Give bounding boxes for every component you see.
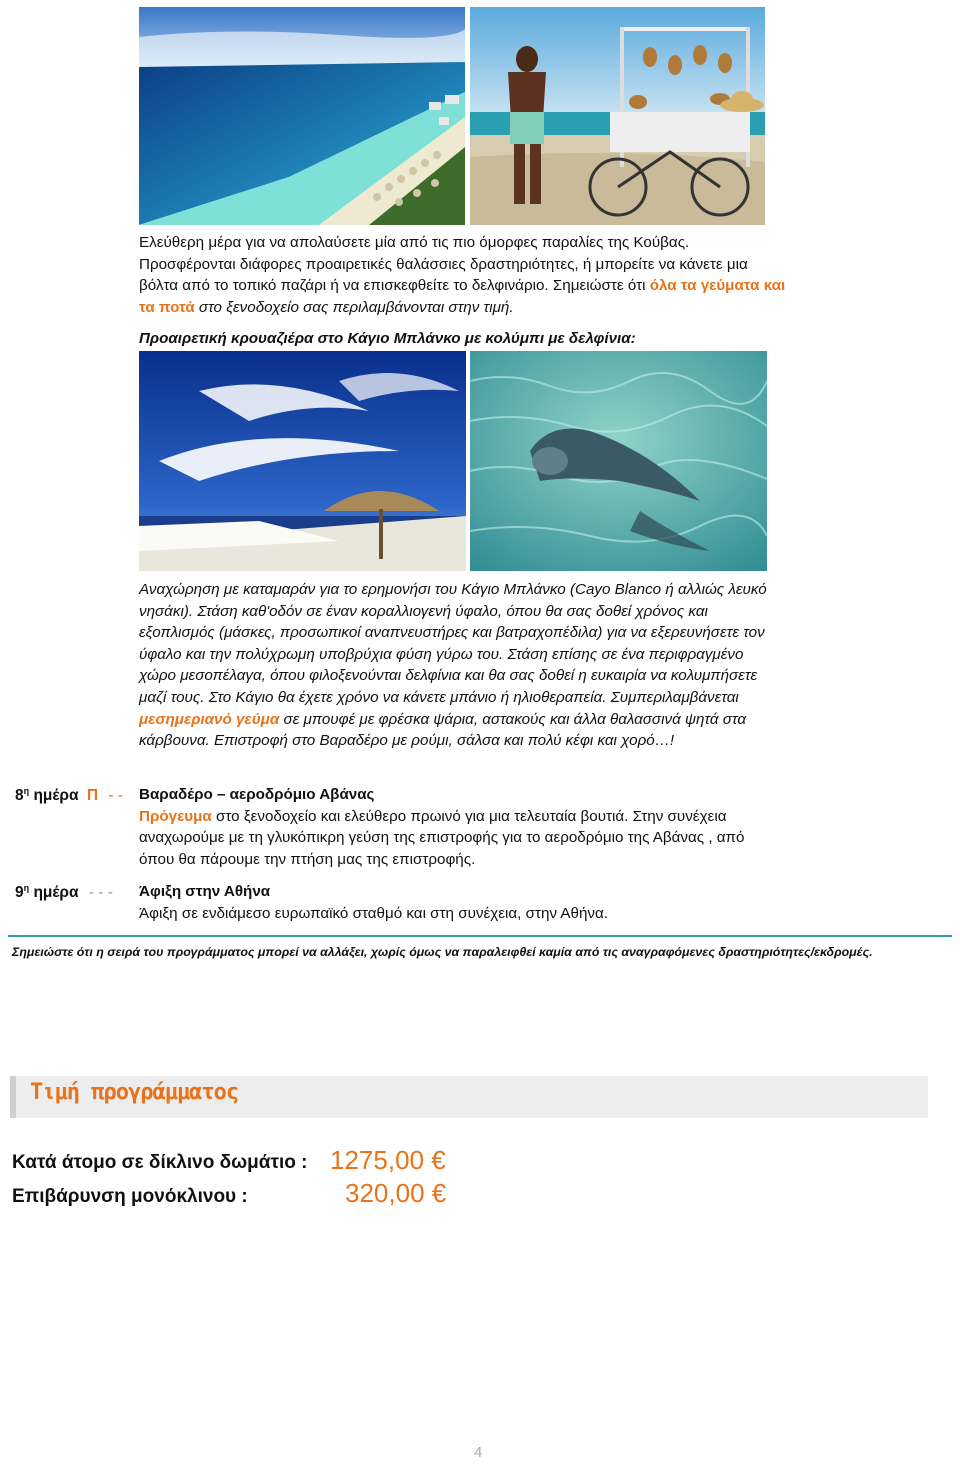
day-8-title: Βαραδέρο – αεροδρόμιο Αβάνας — [139, 786, 375, 803]
cruise-departure: Αναχώρηση με καταμαράν για το ερημονήσι του Κάγιο Μπλάνκο (Cayo Blanco ή αλλιώς λευκό νησάκι). — [139, 581, 767, 620]
day-9-label — [15, 883, 113, 902]
day-9-text: Άφιξη σε ενδιάμεσο ευρωπαϊκό σταθμό και στη συνέχεια, στην Αθήνα. — [139, 904, 608, 922]
day-9-content — [139, 881, 779, 924]
cruise-heading: Προαιρετική κρουαζιέρα στο Κάγιο Μπλάνκο με κολύμπι με δελφίνια: — [139, 330, 636, 347]
lunch-highlight: μεσημεριανό γεύμα — [139, 710, 280, 728]
day-8-ordinal: η — [23, 786, 30, 796]
cruise-description — [139, 579, 779, 752]
intro-line-1: Ελεύθερη μέρα για να απολαύσετε μία από τις πιο όμορφες παραλίες της Κούβας. — [139, 234, 690, 251]
dolphin-photo — [470, 351, 767, 571]
meals-note-suffix: στο ξενοδοχείο σας περιλαμβάνονται στην τιμή. — [198, 298, 514, 316]
cruise-dolphin-stop: Στάση επίσης σε ένα περιφραγμένο χώρο μεσοπέλαγα, όπου φιλοξενούνται δελφίνια και θα σας δοθεί η ευκαιρία να κολυμπήσετε μαζί τους. — [139, 645, 758, 706]
day-8-meal-code: Π — [86, 787, 99, 805]
intro-line-2: Προσφέρονται διάφορες προαιρετικές θαλάσσιες δραστηριότητες, ή μπορείτε να κάνετε μια — [139, 255, 748, 273]
program-change-disclaimer: Σημειώστε ότι η σειρά του προγράμματος μπορεί να αλλάξει, χωρίς όμως να παραλειφθεί καμία από τις αναγραφόμενες δραστηριότητες/εκδρομές. — [12, 945, 873, 959]
day-9-dashes: - - - — [88, 884, 113, 902]
day-9-ordinal: η — [23, 883, 30, 893]
cruise-reef-stop: Στάση καθ'οδόν σε έναν κοραλλιογενή ύφαλο, όπου θα σας δοθεί χρόνος και εξοπλισμός (μάσκες, προσωπικοί αναπνευστήρες και βατραχοπέδιλα) για να εξερευνήσετε τον ύφαλο και την πολύχρωμη υποβρύχια φύση γύρω του. — [139, 602, 765, 663]
day-8-dashes: - - — [108, 787, 123, 805]
beach-vendor-photo — [470, 7, 765, 225]
lunch-prefix: Συμπεριλαμβάνεται — [610, 688, 739, 706]
day-8-text: στο ξενοδοχείο και ελεύθερο πρωινό για μια τελευταία βουτιά. Στην συνέχεια αναχωρούμε με τη γλυκόπικρη γεύση της επιστροφής για το αεροδρόμιο της Αβάνας , από όπου θα πάρουμε την πτήση μας της επιστροφής. — [139, 807, 745, 868]
double-room-label: Κατά άτομο σε δίκλινο δωμάτιο : — [12, 1152, 308, 1173]
price-banner-title: Τιμή προγράμματος — [30, 1080, 239, 1105]
day-8-content — [139, 784, 779, 870]
meals-note-prefix: Σημειώστε ότι — [552, 277, 646, 295]
day-8-label — [15, 786, 123, 805]
day-8-breakfast: Πρόγευμα — [139, 807, 212, 825]
page-number: 4 — [474, 1444, 483, 1461]
day-9-word: ημέρα — [33, 884, 79, 902]
price-banner — [10, 1076, 928, 1118]
day-9-title: Άφιξη στην Αθήνα — [139, 883, 271, 900]
section-divider — [8, 935, 952, 937]
day-8-word: ημέρα — [33, 787, 79, 805]
day-9-number: 9 — [15, 884, 24, 902]
cruise-swim-sunbathe: Στο Κάγιο θα έχετε χρόνο να κάνετε μπάνιο ή ηλιοθεραπεία. — [208, 688, 607, 706]
cruise-return: Επιστροφή στο Βαραδέρο με ρούμι, σάλσα και πολύ κέφι και χορό…! — [213, 732, 675, 750]
beach-aerial-photo — [139, 7, 465, 225]
lunch-suffix: σε μπουφέ με φρέσκα ψάρια, αστακούς και άλλα θαλασσινά ψητά στα κάρβουνα. — [139, 710, 747, 750]
day-8-number: 8 — [15, 787, 24, 805]
double-room-price: 1275,00 € — [330, 1145, 446, 1175]
intro-paragraph — [139, 232, 799, 318]
single-supplement-label: Επιβάρυνση μονόκλινου : — [12, 1186, 248, 1207]
intro-line-3: βόλτα από το τοπικό παζάρι ή να επισκεφθείτε το δελφινάριο. — [139, 277, 549, 295]
meals-included-highlight: όλα τα γεύματα και τα ποτά — [139, 277, 786, 316]
single-supplement-price: 320,00 € — [345, 1178, 447, 1208]
cayo-blanco-beach-photo — [139, 351, 466, 571]
